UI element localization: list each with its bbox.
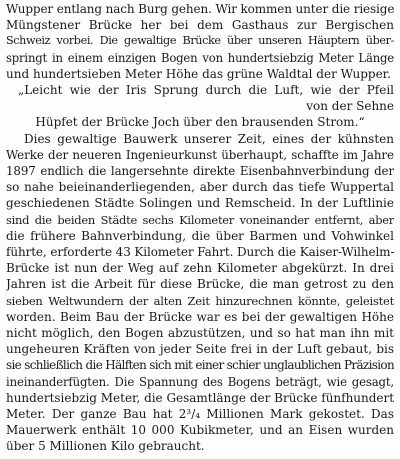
quote-line-2: von der Sehne: [306, 99, 394, 114]
text-line-20: worden. Beim Bau der Brücke war es bei der gewaltigen Höhe: [6, 309, 394, 324]
text-line-21: nicht möglich, den Bogen abzustützen, und so hat man ihn mit: [6, 326, 394, 340]
text-line-17: Brücke ist nun der Weg auf zehn Kilometer abgekürzt. In drei: [6, 261, 394, 276]
text-line-16: führte, erforderte 43 Kilometer Fahrt. Durch die Kaiser-Wilhelm-: [6, 245, 394, 259]
text-line-18: Jahren ist die Arbeit für diese Brücke, die man getrost zu den: [6, 277, 394, 292]
text-line-2: Müngstener Brücke her bei dem Gasthaus zur Bergischen: [6, 18, 394, 33]
text-line-19: sieben Weltwundern der alten Zeit hinzurechnen könnte, geleistet: [6, 293, 394, 308]
text-line-5: und hundertsieben Meter Höhe das grüne Waldtal der Wupper.: [6, 66, 391, 81]
text-line-22: ungeheuren Kräften von jeder Seite frei in der Luft gebaut, bis: [6, 342, 394, 357]
text-line-9: Dies gewaltige Bauwerk unserer Zeit, eines der kühnsten: [24, 131, 394, 146]
quote-line-3: Hüpfet der Brücke Joch über den brausenden Strom.“: [35, 115, 365, 130]
text-line-15: die frühere Bahnverbindung, die über Barmen und Vohwinkel: [6, 228, 394, 243]
text-line-3: Schweiz vorbei. Die gewaltige Brücke über unseren Häuptern über-: [6, 34, 394, 48]
text-line-27: Mauerwerk enthält 10 000 Kubikmeter, und an Eisen wurden: [6, 423, 394, 438]
text-line-23: sie schließlich die Hälften sich mit einer schier unglaublichen Präzision: [6, 358, 394, 373]
text-line-24: ineinanderfügten. Die Spannung des Bogens beträgt, wie gesagt,: [6, 374, 394, 389]
text-line-1: Wupper entlang nach Burg gehen. Wir kommen unter die riesige: [6, 2, 394, 16]
text-line-10: Werke der neueren Ingenieurkunst überhaupt, schaffte im Jahre: [6, 147, 394, 162]
text-line-11: 1897 endlich die langersehnte direkte Eisenbahnverbindung der: [6, 164, 394, 178]
text-line-4: springt in einem einzigen Bogen von hundertsiebzig Meter Länge: [6, 50, 394, 65]
text-line-12: so nahe beieinanderliegenden, aber durch das tiefe Wuppertal: [6, 180, 394, 195]
quote-line-1: „Leicht wie der Iris Sprung durch die Luft, wie der Pfeil: [18, 83, 394, 97]
text-line-26: Meter. Der ganze Bau hat 2³/₄ Millionen Mark gekostet. Das: [6, 407, 394, 421]
text-line-28: über 5 Millionen Kilo gebraucht.: [6, 439, 205, 454]
text-line-14: sind die beiden Städte sechs Kilometer voneinander entfernt, aber: [6, 212, 394, 227]
text-line-13: geschiedenen Städte Solingen und Remscheid. In der Luftlinie: [6, 196, 394, 211]
text-line-25: hundertsiebzig Meter, die Gesamtlänge der Brücke fünfhundert: [6, 390, 394, 405]
